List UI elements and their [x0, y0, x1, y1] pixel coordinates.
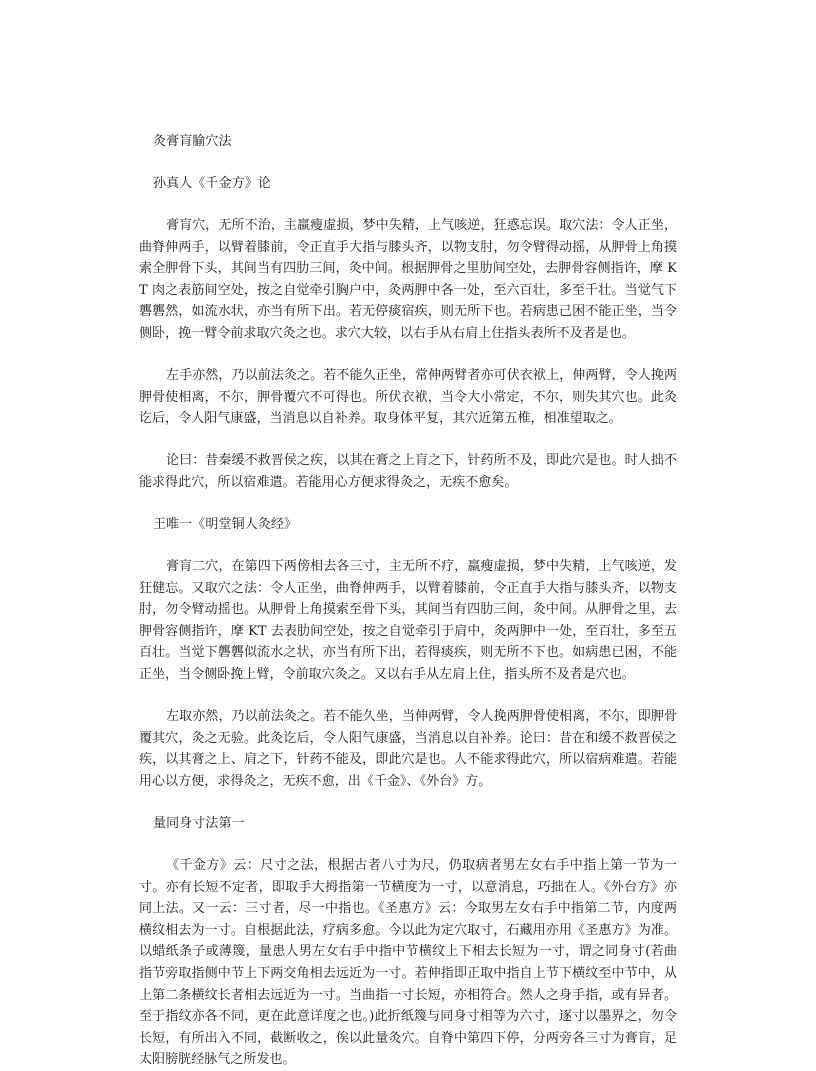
document-content: [139, 131, 677, 1071]
paragraph-discussion-qinhuan: 论曰：昔秦缓不救晋侯之疾，以其在膏之上肓之下，针药所不及，即此穴是也。时人拙不能求得此穴，所以宿难遣。若能用心方便求得灸之，无疾不愈矣。: [139, 453, 677, 490]
source-heading-mingtang: 王唯一《明堂铜人灸经》: [153, 517, 298, 533]
paragraph-gaohuang-point-method: 膏肓穴，无所不治，主羸瘦虚损，梦中失精，上气咳逆，狂惑忘误。取穴法：令人正坐，曲脊伸两手，以臂着膝前，令正直手大指与膝头齐，以物支肘，勿令臂得动摇，从胛骨上角摸索全胛骨下头，其间当有四肋三间，灸中间。根据胛骨之里肋间空处，去胛骨容侧指许，摩 KT 肉之表筋间空处，按之自觉牵引胸户中，灸两胛中各一处，至六百壮，多至千壮。当觉气下礱礱然，如流水状，亦当有所下出。若无停痰宿疾，则无所下也。若病患己困不能正坐，当令侧卧，挽一臂令前求取穴灸之也。求穴大较，以右手从右肩上住指头表所不及者是也。: [139, 218, 677, 341]
paragraph-left-take-method: 左取亦然，乃以前法灸之。若不能久坐，当伸两臂，令人挽两胛骨使相离，不尔，即胛骨覆其穴，灸之无验。此灸讫后，令人阳气康盛，当消息以自补养。论曰：昔在和缓不救晋侯之疾，以其膏之上、肩之下，针药不能及，即此穴是也。人不能求得此穴，所以宿病难遣。若能用心以方便，求得灸之，无疾不愈，出《千金》、《外台》方。: [139, 709, 677, 789]
source-heading-qianjinfang: 孙真人《千金方》论: [153, 176, 271, 191]
section-heading-tongshencun: 量同身寸法第一: [153, 815, 245, 831]
paragraph-left-hand-method: 左手亦然，乃以前法灸之。若不能久正坐，常伸两臂者亦可伏衣袱上，伸两臂，令人挽两胛骨使相离，不尔，胛骨覆穴不可得也。所伏衣袱，当令大小常定，不尔，则失其穴也。此灸讫后，令人阳气康盛，当消息以自补养。取身体平复，其穴近第五椎，相准望取之。: [139, 368, 677, 427]
paragraph-measurement-method: 《千金方》云：尺寸之法，根据古者八寸为尺，仍取病者男左女右手中指上第一节为一寸。亦有长短不定者，即取手大拇指第一节横度为一寸，以意消息，巧拙在人。《外台方》亦同上法。又一云：三寸者，尽一中指也。《圣惠方》云：今取男左女右手中指第二节，内度两横纹相去为一寸。自根据此法，疗病多愈。今以此为定穴取寸，石藏用亦用《圣惠方》为准。以蜡纸条子或薄篾，量患人男左女右手中指中节横纹上下相去长短为一寸，谓之同身寸(若曲指节旁取指侧中节上下两交角相去远近为一寸。若伸指即正取中指自上节下横纹至中节中，从上第二条横纹长者相去远近为一寸。当曲指一寸长短，亦相符合。然人之身手指，或有异者。至于指纹亦各不同，更在此意详度之也。)此折纸篾与同身寸相等为六寸，逐寸以墨界之，勿令长短，有所出入不同，截断收之，俟以此量灸穴。自脊中第四下停，分两旁各三寸为膏肓，足太阳膀胱经脉气之所发也。: [139, 857, 677, 1068]
page-title: 灸膏肓腧穴法: [153, 134, 232, 149]
paragraph-gaohuang-two-points: 膏肓二穴，在第四下两傍相去各三寸，主无所不疗，羸瘦虚损，梦中失精，上气咳逆，发狂健忘。又取穴之法：令人正坐，曲脊伸两手，以臂着膝前，令正直手大指与膝头齐，以物支肘，勿令臂动摇也。从胛骨上角摸索至骨下头，其间当有四肋三间，灸中间。从胛骨之里，去胛骨容侧指许，摩 KT 去表肋间空处，按之自觉牵引于肩中，灸两胛中一处，至百壮，多至五百壮。当觉下礱礱似流水之状，亦当有所下出，若得痰疾，则无所不下也。如病患已困，不能正坐，当令侧卧挽上臂，令前取穴灸之。又以右手从左肩上住，指头所不及者是穴也。: [139, 559, 677, 682]
